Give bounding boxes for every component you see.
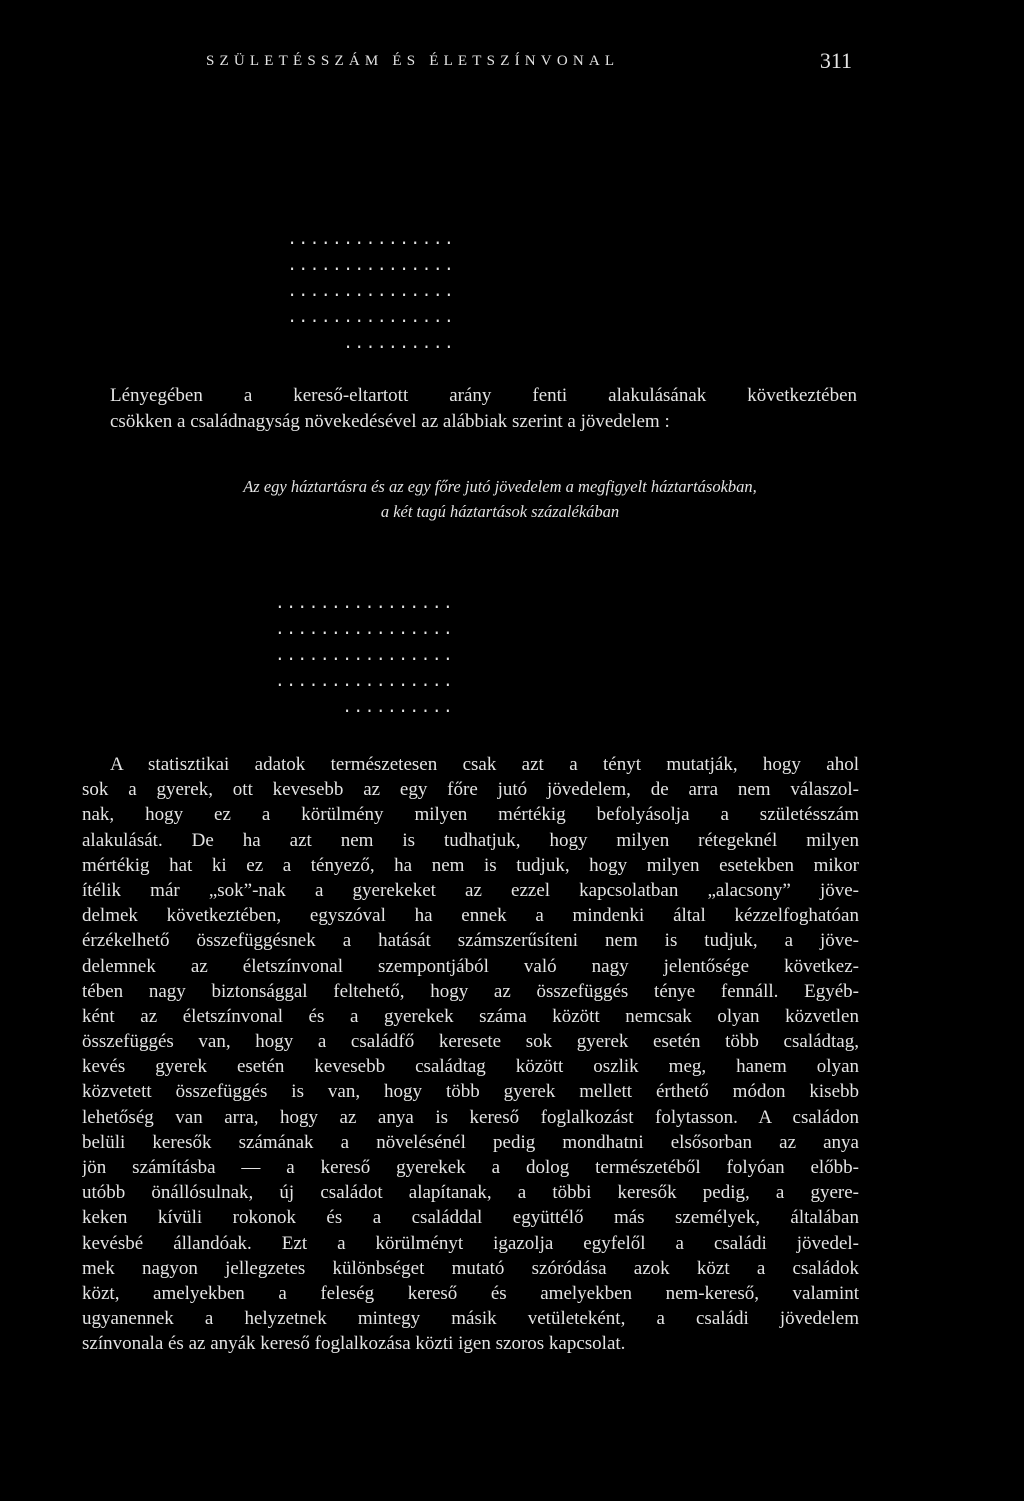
text-line: ítélik már „sok”-nak a gyerekeket az ezzel kapcsolatban „alacsony” jöve-: [82, 879, 859, 901]
text-line: utóbb önállósulnak, új családot alapítanak, a többi keresők pedig, a gyere-: [82, 1182, 859, 1204]
text-line: csökken a családnagyság növekedésével az alábbiak szerint a jövedelem :: [110, 411, 670, 432]
dot-leader: ...............: [286, 309, 455, 328]
caption-line: Az egy háztartásra és az egy főre jutó jövedelem a megfigyelt háztartásokban,: [243, 477, 757, 496]
caption-line: a két tagú háztartások százalékában: [380, 502, 620, 521]
text-line: nak, hogy ez a körülmény milyen mértékig befolyásolja a születésszám: [82, 804, 859, 826]
text-line: belüli keresők számának a növelésénél pedig mondhatni elsősorban az anya: [82, 1131, 859, 1153]
text-line: összefüggés van, hogy a családfő keresete sok gyerek esetén több családtag,: [82, 1031, 859, 1053]
text-line: mértékig hat ki ez a tényező, ha nem is tudjuk, hogy milyen esetekben mikor: [82, 854, 859, 876]
paragraph-body: [82, 752, 859, 1357]
paragraph-intro: [110, 383, 857, 435]
text-line: delmek következtében, egyszóval ha ennek a mindenki által kézzelfoghatóan: [82, 905, 859, 927]
text-line: lehetőség van arra, hogy az anya is kereső foglalkozást folytasson. A családon: [82, 1106, 859, 1128]
dot-leader: ...............: [286, 231, 455, 250]
running-head: SZÜLETÉSSZÁM ÉS ÉLETSZÍNVONAL: [206, 52, 620, 69]
text-line: keken kívüli rokonok és a családdal együttélő más személyek, általában: [82, 1207, 859, 1229]
text-line: színvonala és az anyák kereső foglalkozása közti igen szoros kapcsolat.: [82, 1333, 626, 1355]
table-caption: [120, 474, 880, 524]
dot-leader: ..........: [342, 335, 455, 354]
text-line: kevésbé állandóak. Ezt a körülményt igazolja egyfelől a családi jövedel-: [82, 1232, 859, 1254]
dot-leader: ...............: [286, 283, 455, 302]
dot-leader: ................: [274, 673, 454, 692]
page-number: 311: [819, 48, 852, 73]
dot-leader: ................: [274, 595, 454, 614]
dot-leader: ................: [274, 647, 454, 666]
text-line: tében nagy biztonsággal feltehető, hogy az összefüggés ténye fennáll. Egyéb-: [82, 980, 859, 1002]
dot-leader: ..........: [341, 699, 454, 718]
table2-dot-leaders: [272, 592, 454, 722]
dot-leader: ...............: [286, 257, 455, 276]
text-line: delemnek az életszínvonal szempontjából való nagy jelentősége következ-: [82, 955, 859, 977]
page-header: [206, 44, 852, 78]
text-line: közt, amelyekben a feleség kereső és amelyekben nem-kereső, valamint: [82, 1282, 859, 1304]
text-line: Lényegében a kereső-eltartott arány fenti alakulásának következtében: [110, 385, 857, 406]
text-line: jön számításba — a kereső gyerekek a dolog természetéből folyóan előbb-: [82, 1157, 859, 1178]
text-line: ként az életszínvonal és a gyerekek száma között nemcsak olyan közvetlen: [82, 1005, 859, 1027]
text-line: mek nagyon jellegzetes különbséget mutató szóródása azok közt a családok: [82, 1257, 859, 1279]
text-line: kevés gyerek esetén kevesebb családtag között oszlik meg, hanem olyan: [82, 1056, 859, 1078]
table1-dot-leaders: [283, 228, 455, 358]
dot-leader: ................: [274, 621, 454, 640]
text-line: sok a gyerek, ott kevesebb az egy főre jutó jövedelem, de arra nem válaszol-: [82, 779, 859, 801]
text-line: közvetett összefüggés is van, hogy több gyerek mellett érthető módon kisebb: [82, 1081, 859, 1103]
text-line: alakulását. De ha azt nem is tudhatjuk, hogy milyen rétegeknél milyen: [82, 829, 859, 851]
text-line: A statisztikai adatok természetesen csak azt a tényt mutatják, hogy ahol: [110, 754, 859, 775]
text-line: ugyanennek a helyzetnek mintegy másik vetületeként, a családi jövedelem: [82, 1308, 859, 1330]
text-line: érzékelhető összefüggésnek a hatását számszerűsíteni nem is tudjuk, a jöve-: [82, 930, 859, 952]
